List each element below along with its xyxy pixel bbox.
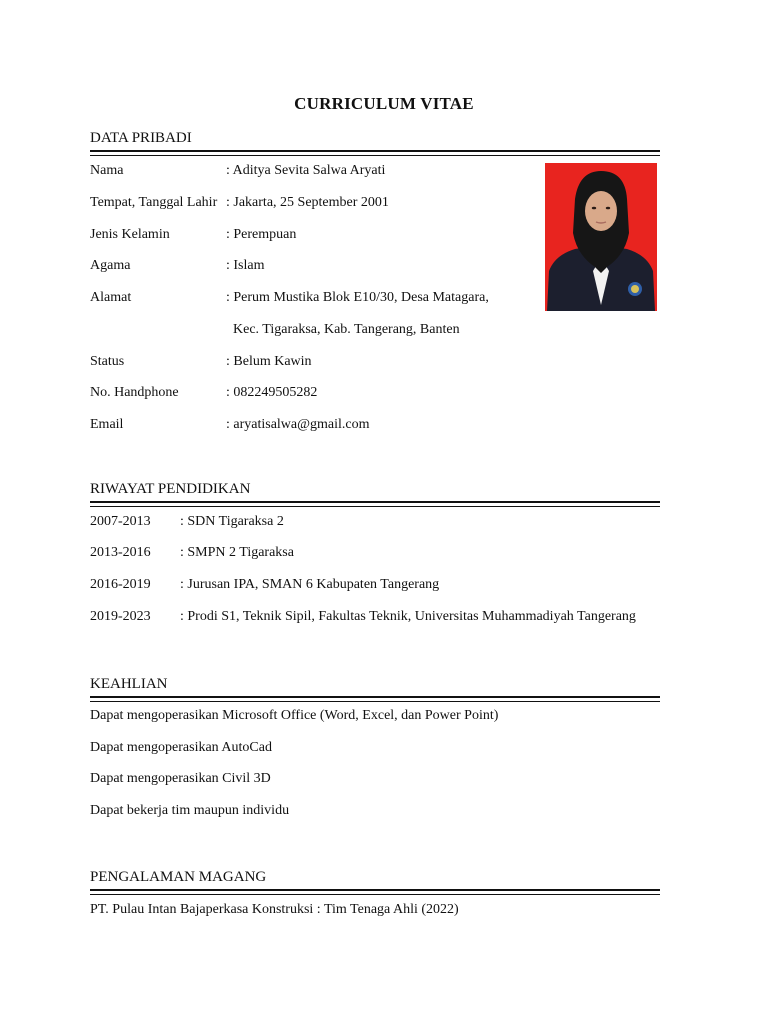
portrait-illustration bbox=[545, 163, 657, 311]
internship-item: PT. Pulau Intan Bajaperkasa Konstruksi : Tim Tenaga Ahli (2022) bbox=[90, 902, 459, 917]
field-value: : 082249505282 bbox=[226, 385, 318, 400]
field-value: Kec. Tigaraksa, Kab. Tangerang, Banten bbox=[233, 322, 460, 337]
section-rule bbox=[90, 701, 660, 702]
section-heading-personal bbox=[90, 130, 660, 152]
field-label: Agama bbox=[90, 258, 131, 273]
section-rule bbox=[90, 894, 660, 895]
field-value: : Belum Kawin bbox=[226, 354, 312, 369]
education-years: 2019-2023 bbox=[90, 609, 151, 624]
skill-item: Dapat mengoperasikan Civil 3D bbox=[90, 771, 271, 786]
profile-photo bbox=[545, 163, 657, 311]
section-label-skills: KEAHLIAN bbox=[90, 676, 168, 692]
field-value: : Perum Mustika Blok E10/30, Desa Matagara, bbox=[226, 290, 489, 305]
education-school: : SMPN 2 Tigaraksa bbox=[180, 545, 294, 560]
section-rule bbox=[90, 696, 660, 698]
education-school: : Jurusan IPA, SMAN 6 Kabupaten Tangerang bbox=[180, 577, 440, 592]
field-value: : Islam bbox=[226, 258, 265, 273]
field-label: Status bbox=[90, 354, 125, 369]
education-years: 2007-2013 bbox=[90, 514, 151, 529]
skill-item: Dapat mengoperasikan AutoCad bbox=[90, 740, 272, 755]
field-value: : Aditya Sevita Salwa Aryati bbox=[226, 163, 386, 178]
skill-item: Dapat mengoperasikan Microsoft Office (Word, Excel, dan Power Point) bbox=[90, 708, 499, 723]
education-school: : Prodi S1, Teknik Sipil, Fakultas Teknik, Universitas Muhammadiyah Tangerang bbox=[180, 609, 636, 624]
section-heading-education bbox=[90, 481, 660, 503]
field-label: Email bbox=[90, 417, 124, 432]
field-label: Jenis Kelamin bbox=[90, 227, 170, 242]
section-label-internship: PENGALAMAN MAGANG bbox=[90, 869, 267, 885]
section-heading-internship bbox=[90, 869, 660, 891]
section-label-personal: DATA PRIBADI bbox=[90, 130, 192, 146]
field-value: : Perempuan bbox=[226, 227, 297, 242]
section-rule bbox=[90, 501, 660, 503]
section-rule bbox=[90, 155, 660, 156]
section-label-education: RIWAYAT PENDIDIKAN bbox=[90, 481, 251, 497]
field-value: : aryatisalwa@gmail.com bbox=[226, 417, 370, 432]
field-label: Tempat, Tanggal Lahir bbox=[90, 195, 218, 210]
section-rule bbox=[90, 150, 660, 152]
field-label: Alamat bbox=[90, 290, 132, 305]
skill-item: Dapat bekerja tim maupun individu bbox=[90, 803, 290, 818]
section-rule bbox=[90, 889, 660, 891]
field-label: Nama bbox=[90, 163, 124, 178]
field-value: : Jakarta, 25 September 2001 bbox=[226, 195, 389, 210]
field-label: No. Handphone bbox=[90, 385, 179, 400]
education-school: : SDN Tigaraksa 2 bbox=[180, 514, 284, 529]
education-years: 2013-2016 bbox=[90, 545, 151, 560]
education-years: 2016-2019 bbox=[90, 577, 151, 592]
section-rule bbox=[90, 506, 660, 507]
section-heading-skills bbox=[90, 676, 660, 698]
document-title: CURRICULUM VITAE bbox=[294, 94, 474, 113]
